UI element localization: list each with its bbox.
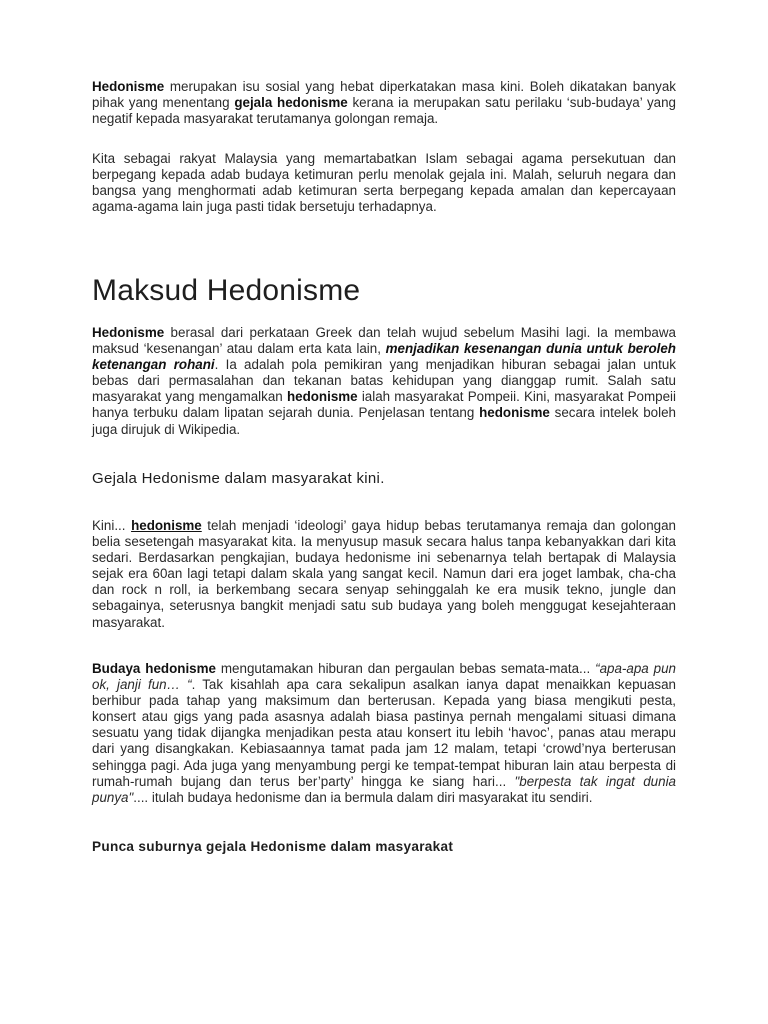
gejala-paragraph: Kini... hedonisme telah menjadi ‘ideologi’ gaya hidup bebas terutamanya remaja dan golongan belia sesetengah masyarakat kita. Ia menyusup masuk secara halus tanpa kebanyakkan dari kita sedari. Berdasarkan pengkajian, budaya hedonisme ini sebenarnya telah bertapak di Malaysia sejak era 60an lagi tetapi dalam skala yang sangat kecil. Namun dari era joget lambak, cha-cha dan rock n roll, ia berkembang secara senyap sehinggalah ke era musik tekno, jungle dan sebagainya, seterusnya bangkit menjadi satu sub budaya yang boleh menggugat kesejahteraan masyarakat. bbox=[92, 518, 677, 630]
term-budaya-hedonisme: Budaya hedonisme bbox=[92, 661, 216, 676]
term-hedonisme: Hedonisme bbox=[92, 79, 165, 94]
emphasis-definition: menjadikan kesenangan dunia untuk beroleh ketenangan rohani bbox=[92, 341, 676, 373]
malaysia-paragraph: Kita sebagai rakyat Malaysia yang memartabatkan Islam sebagai agama persekutuan dan berpegang kepada adab budaya ketimuran perlu menolak gejala ini. Malah, seluruh negara dan bangsa yang menghormati adab ketimuran serta berpegang kepada amalan dan kepercayaan agama-agama lain juga pasti tidak bersetuju terhadapnya. bbox=[92, 151, 676, 215]
term-hedonisme-link[interactable]: hedonisme bbox=[131, 518, 202, 533]
term-hedonisme: hedonisme bbox=[479, 405, 550, 421]
quote-apa-apa: “apa-apa pun ok, janji fun… “ bbox=[92, 661, 676, 693]
definition-paragraph: Hedonisme berasal dari perkataan Greek dan telah wujud sebelum Masihi lagi. Ia membawa maksud ‘kesenangan’ atau dalam erta kata lain, menjadikan kesenangan dunia untuk beroleh ketenangan rohani. Ia adalah pola pemikiran yang menjadikan hiburan sebagai jalan untuk bebas dari permasalahan dan tekanan batas kehidupan yang dianggap rumit. Salah satu masyarakat yang mengamalkan hedonisme ialah masyarakat Pompeii. Kini, masyarakat Pompeii hanya terbuku dalam lipatan sejarah dunia. Penjelasan tentang hedonisme secara intelek boleh juga dirujuk di Wikipedia. bbox=[92, 325, 676, 437]
term-gejala-hedonisme: gejala hedonisme bbox=[234, 95, 348, 111]
heading-maksud-hedonisme: Maksud Hedonisme bbox=[92, 274, 361, 307]
term-hedonisme: hedonisme bbox=[286, 389, 358, 405]
intro-paragraph: Hedonisme merupakan isu sosial yang hebat diperkatakan masa kini. Boleh dikatakan banyak pihak yang menentang gejala hedonisme kerana ia merupakan satu perilaku ‘sub-budaya’ yang negatif kepada masyarakat terutamanya golongan remaja. bbox=[92, 79, 677, 127]
heading-gejala: Gejala Hedonisme dalam masyarakat kini. bbox=[92, 470, 385, 487]
quote-berpesta: "berpesta tak ingat dunia punya" bbox=[92, 773, 676, 805]
budaya-paragraph: Budaya hedonisme mengutamakan hiburan dan pergaulan bebas semata-mata... “apa-apa pun ok, janji fun… “. Tak kisahlah apa cara sekalipun asalkan ianya dapat menaikkan kepuasan berhibur pada tahap yang maksimum dan berterusan. Kepada yang biasa mengikuti pesta, konsert atau gigs yang pada asasnya adalah biasa pastinya pernah mengalami situasi dimana sesuatu yang tidak dijangka menjadikan pesta atau konsert itu lebih ‘havoc’, panas atau merapu dari yang disangkakan. Kebiasaannya tamat pada jam 12 malam, tetapi ‘crowd’nya berterusan sehingga pagi. Ada juga yang menyambung pergi ke tempat-tempat hiburan lain atau berpesta di rumah-rumah bujang dan terus ber’party’ hingga ke siang hari... "berpesta tak ingat dunia punya".... itulah budaya hedonisme dan ia bermula dalam diri masyarakat itu sendiri. bbox=[92, 661, 676, 805]
term-hedonisme: Hedonisme bbox=[92, 325, 165, 340]
heading-punca: Punca suburnya gejala Hedonisme dalam masyarakat bbox=[92, 839, 454, 854]
